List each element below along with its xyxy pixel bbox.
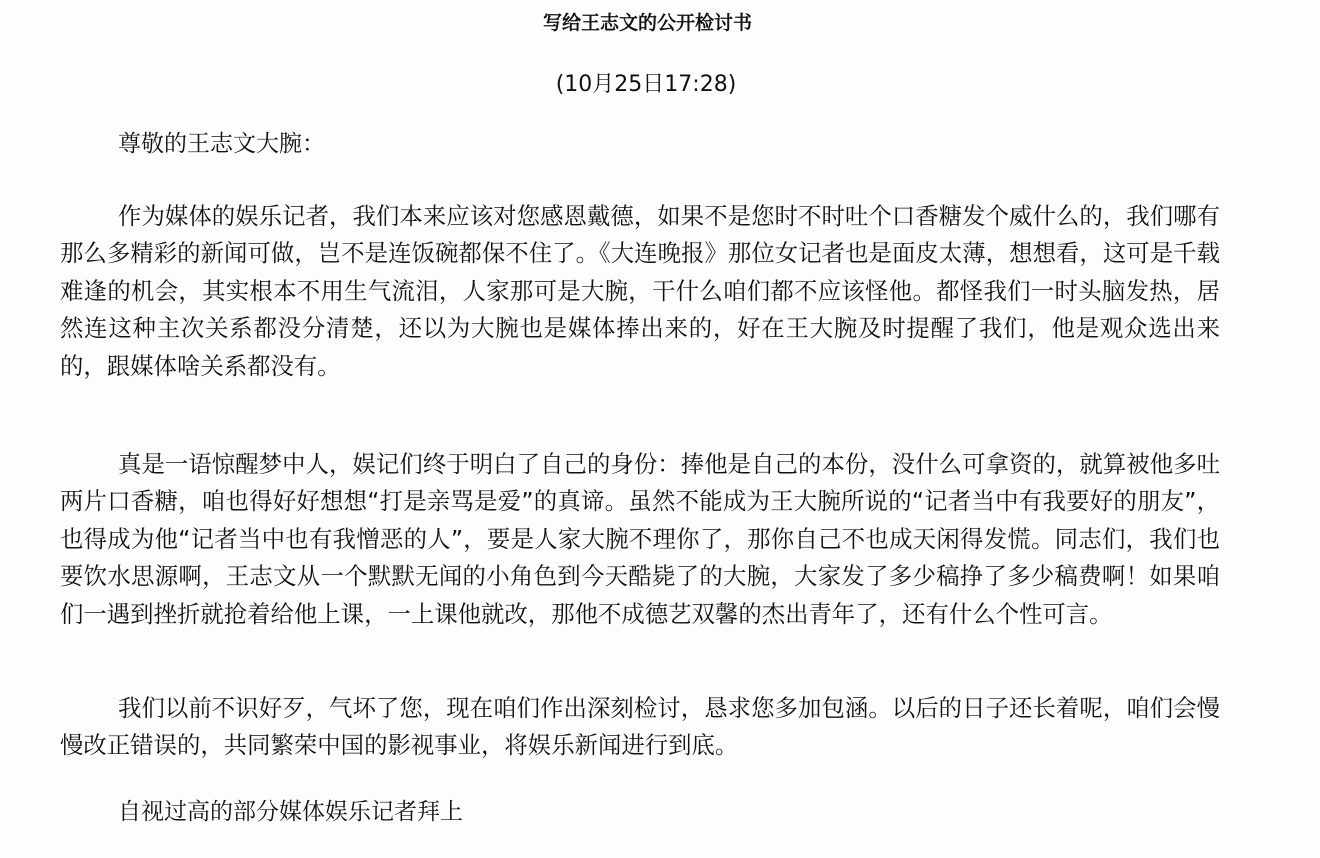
letter-signature: 自视过高的部分媒体娱乐记者拜上	[118, 799, 463, 825]
letter-title: 写给王志文的公开检讨书	[542, 12, 752, 34]
letter-paragraph-2: 真是一语惊醒梦中人，娱记们终于明白了自己的身份：捧他是自己的本份，没什么可拿资的，就算被他多吐两片口香糖，咱也得好好想想“打是亲骂是爱”的真谛。虽然不能成为王大腕所说的“记者当中有我要好的朋友”，也得成为他“记者当中也有我憎恶的人”，要是人家大腕不理你了，那你自己不也成天闲得发慌。同志们，我们也要饮水思源啊，王志文从一个默默无闻的小角色到今天酷毙了的大腕，大家发了多少稿挣了多少稿费啊！如果咱们一遇到挫折就抢着给他上课，一上课他就改，那他不成德艺双馨的杰出青年了，还有什么个性可言。	[60, 450, 1220, 628]
letter-paragraph-3: 我们以前不识好歹，气坏了您，现在咱们作出深刻检讨，恳求您多加包涵。以后的日子还长着呢，咱们会慢慢改正错误的，共同繁荣中国的影视事业，将娱乐新闻进行到底。	[60, 694, 1220, 760]
letter-salutation: 尊敬的王志文大腕：	[118, 131, 325, 157]
letter-paragraph-1: 作为媒体的娱乐记者，我们本来应该对您感恩戴德，如果不是您时不时吐个口香糖发个威什么的，我们哪有那么多精彩的新闻可做，岂不是连饭碗都保不住了。《大连晚报》那位女记者也是面皮太薄，想想看，这可是千载难逢的机会，其实根本不用生气流泪，人家那可是大腕，干什么咱们都不应该怪他。都怪我们一时头脑发热，居然连这种主次关系都没分清楚，还以为大腕也是媒体捧出来的，好在王大腕及时提醒了我们，他是观众选出来的，跟媒体啥关系都没有。	[60, 202, 1220, 380]
letter-timestamp: (10月25日17:28)	[555, 72, 737, 97]
